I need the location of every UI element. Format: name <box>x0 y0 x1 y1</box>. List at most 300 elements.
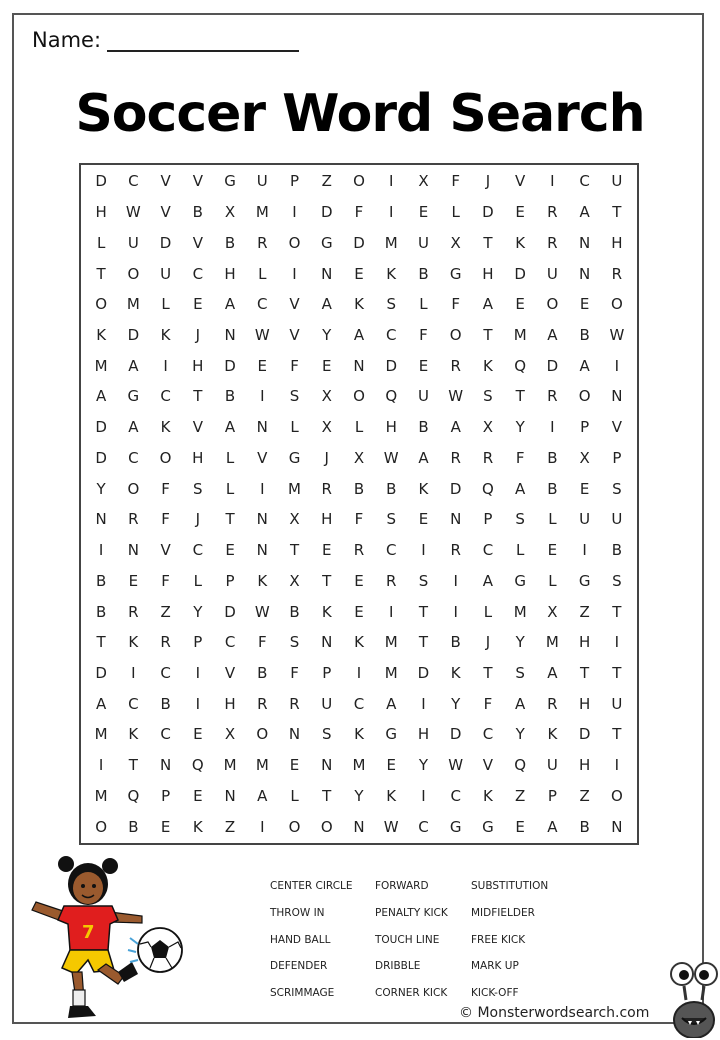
grid-letter[interactable]: T <box>193 387 203 406</box>
grid-letter[interactable]: R <box>450 541 461 560</box>
grid-letter[interactable]: E <box>354 571 364 590</box>
grid-letter[interactable]: U <box>256 172 268 191</box>
grid-letter[interactable]: L <box>290 786 299 805</box>
grid-letter[interactable]: R <box>450 356 461 375</box>
grid-letter[interactable]: P <box>612 448 622 467</box>
grid-letter[interactable]: T <box>322 571 332 590</box>
grid-letter[interactable]: O <box>95 817 108 836</box>
grid-letter[interactable]: N <box>127 541 139 560</box>
grid-letter[interactable]: N <box>224 786 236 805</box>
grid-letter[interactable]: W <box>254 602 270 621</box>
grid-letter[interactable]: U <box>579 510 591 529</box>
grid-letter[interactable]: V <box>257 448 268 467</box>
grid-letter[interactable]: G <box>449 817 462 836</box>
grid-letter[interactable]: R <box>257 694 268 713</box>
grid-letter[interactable]: M <box>352 756 366 775</box>
grid-letter[interactable]: B <box>579 817 590 836</box>
grid-letter[interactable]: I <box>195 663 201 682</box>
name-blank-line[interactable] <box>107 28 299 52</box>
grid-letter[interactable]: L <box>354 418 364 437</box>
grid-letter[interactable]: B <box>95 571 107 590</box>
grid-letter[interactable]: B <box>257 663 268 682</box>
grid-letter[interactable]: I <box>260 479 265 498</box>
grid-letter[interactable]: T <box>483 325 493 344</box>
grid-letter[interactable]: O <box>610 786 623 805</box>
grid-letter[interactable]: I <box>195 694 201 713</box>
grid-letter[interactable]: W <box>609 325 625 344</box>
grid-letter[interactable]: O <box>353 172 365 191</box>
grid-letter[interactable]: X <box>450 233 461 252</box>
grid-letter[interactable]: G <box>449 264 462 283</box>
grid-letter[interactable]: S <box>321 725 332 744</box>
grid-letter[interactable]: D <box>417 663 430 682</box>
grid-letter[interactable]: U <box>611 694 623 713</box>
grid-letter[interactable]: E <box>354 264 364 283</box>
grid-letter[interactable]: M <box>288 479 301 498</box>
grid-letter[interactable]: D <box>95 448 107 467</box>
grid-letter[interactable]: U <box>417 233 429 252</box>
grid-letter[interactable]: J <box>485 172 491 191</box>
grid-letter[interactable]: I <box>292 264 297 283</box>
grid-letter[interactable]: K <box>483 786 493 805</box>
grid-letter[interactable]: K <box>515 233 526 252</box>
grid-letter[interactable]: M <box>513 602 527 621</box>
grid-letter[interactable]: I <box>389 602 394 621</box>
grid-letter[interactable]: A <box>386 694 397 713</box>
grid-letter[interactable]: R <box>547 387 558 406</box>
grid-letter[interactable]: L <box>548 510 557 529</box>
grid-letter[interactable]: C <box>353 694 365 713</box>
grid-letter[interactable]: Z <box>579 602 590 621</box>
grid-letter[interactable]: R <box>547 233 558 252</box>
grid-letter[interactable]: I <box>550 172 555 191</box>
grid-letter[interactable]: Y <box>354 786 364 805</box>
grid-letter[interactable]: T <box>612 602 622 621</box>
grid-letter[interactable]: G <box>288 448 301 467</box>
grid-letter[interactable]: U <box>611 172 623 191</box>
grid-letter[interactable]: R <box>128 510 139 529</box>
grid-letter[interactable]: E <box>354 602 364 621</box>
grid-letter[interactable]: K <box>257 571 268 590</box>
grid-letter[interactable]: B <box>224 233 236 252</box>
grid-letter[interactable]: B <box>160 694 171 713</box>
grid-letter[interactable]: B <box>289 602 300 621</box>
grid-letter[interactable]: E <box>386 756 396 775</box>
grid-letter[interactable]: V <box>192 233 203 252</box>
grid-letter[interactable]: G <box>578 571 591 590</box>
grid-letter[interactable]: O <box>127 264 140 283</box>
grid-letter[interactable]: W <box>448 387 464 406</box>
grid-letter[interactable]: A <box>224 295 236 314</box>
grid-letter[interactable]: K <box>128 725 139 744</box>
grid-letter[interactable]: Z <box>515 786 526 805</box>
grid-letter[interactable]: D <box>127 325 140 344</box>
grid-letter[interactable]: L <box>515 541 525 560</box>
grid-letter[interactable]: N <box>450 510 462 529</box>
grid-letter[interactable]: R <box>321 479 332 498</box>
grid-letter[interactable]: S <box>483 387 493 406</box>
grid-letter[interactable]: G <box>127 387 140 406</box>
grid-letter[interactable]: L <box>419 295 428 314</box>
grid-letter[interactable]: E <box>257 356 268 375</box>
grid-letter[interactable]: Y <box>322 325 332 344</box>
grid-letter[interactable]: E <box>322 541 332 560</box>
grid-letter[interactable]: E <box>225 541 235 560</box>
grid-letter[interactable]: F <box>483 694 493 713</box>
grid-letter[interactable]: M <box>255 756 269 775</box>
grid-letter[interactable]: C <box>128 172 139 191</box>
grid-letter[interactable]: B <box>128 817 139 836</box>
grid-letter[interactable]: H <box>224 264 236 283</box>
grid-letter[interactable]: B <box>450 633 461 652</box>
grid-letter[interactable]: Z <box>160 602 171 621</box>
grid-letter[interactable]: D <box>95 172 107 191</box>
grid-letter[interactable]: D <box>385 356 397 375</box>
grid-letter[interactable]: N <box>256 510 268 529</box>
grid-letter[interactable]: A <box>482 571 494 590</box>
grid-letter[interactable]: L <box>193 571 202 590</box>
grid-letter[interactable]: I <box>453 571 458 590</box>
grid-letter[interactable]: R <box>386 571 397 590</box>
grid-letter[interactable]: F <box>161 571 170 590</box>
grid-letter[interactable]: T <box>418 633 429 652</box>
grid-letter[interactable]: I <box>260 817 265 836</box>
grid-letter[interactable]: E <box>418 203 429 222</box>
grid-letter[interactable]: E <box>579 479 590 498</box>
grid-letter[interactable]: M <box>384 233 398 252</box>
grid-letter[interactable]: V <box>611 418 622 437</box>
grid-letter[interactable]: E <box>579 295 590 314</box>
grid-letter[interactable]: I <box>356 663 362 682</box>
grid-letter[interactable]: P <box>225 571 235 590</box>
grid-letter[interactable]: B <box>418 264 429 283</box>
grid-letter[interactable]: E <box>193 295 203 314</box>
grid-letter[interactable]: M <box>94 786 108 805</box>
grid-letter[interactable]: R <box>482 448 494 467</box>
grid-letter[interactable]: R <box>353 541 365 560</box>
grid-letter[interactable]: G <box>385 725 398 744</box>
grid-letter[interactable]: P <box>580 418 590 437</box>
grid-letter[interactable]: T <box>128 756 138 775</box>
grid-letter[interactable]: D <box>224 356 236 375</box>
grid-letter[interactable]: D <box>224 602 236 621</box>
grid-letter[interactable]: B <box>353 479 365 498</box>
grid-letter[interactable]: K <box>386 786 397 805</box>
grid-letter[interactable]: W <box>254 325 270 344</box>
grid-letter[interactable]: I <box>98 756 104 775</box>
grid-letter[interactable]: C <box>385 325 397 344</box>
grid-letter[interactable]: H <box>321 510 333 529</box>
grid-letter[interactable]: M <box>126 295 140 314</box>
grid-letter[interactable]: F <box>161 510 170 529</box>
grid-letter[interactable]: O <box>256 725 269 744</box>
grid-letter[interactable]: P <box>483 510 493 529</box>
grid-letter[interactable]: C <box>385 541 397 560</box>
grid-letter[interactable]: C <box>418 817 429 836</box>
grid-letter[interactable]: O <box>127 479 140 498</box>
grid-letter[interactable]: V <box>160 203 171 222</box>
grid-letter[interactable]: Y <box>418 756 429 775</box>
grid-letter[interactable]: O <box>578 387 591 406</box>
grid-letter[interactable]: B <box>386 479 397 498</box>
grid-letter[interactable]: O <box>159 448 172 467</box>
grid-letter[interactable]: W <box>383 817 399 836</box>
grid-letter[interactable]: H <box>578 694 591 713</box>
grid-letter[interactable]: E <box>515 295 525 314</box>
grid-letter[interactable]: N <box>579 264 591 283</box>
grid-letter[interactable]: D <box>95 418 107 437</box>
grid-letter[interactable]: C <box>450 786 461 805</box>
grid-letter[interactable]: K <box>354 633 364 652</box>
grid-letter[interactable]: N <box>288 725 301 744</box>
grid-letter[interactable]: J <box>324 448 329 467</box>
grid-letter[interactable]: I <box>131 663 136 682</box>
grid-letter[interactable]: D <box>353 233 365 252</box>
grid-letter[interactable]: N <box>353 356 365 375</box>
grid-letter[interactable]: C <box>482 725 494 744</box>
grid-letter[interactable]: H <box>482 264 494 283</box>
grid-letter[interactable]: F <box>290 356 299 375</box>
grid-letter[interactable]: K <box>450 663 461 682</box>
grid-letter[interactable]: P <box>193 633 203 652</box>
grid-letter[interactable]: B <box>547 479 558 498</box>
grid-letter[interactable]: O <box>353 387 365 406</box>
grid-letter[interactable]: X <box>224 203 236 222</box>
grid-letter[interactable]: A <box>353 325 365 344</box>
grid-letter[interactable]: E <box>128 571 139 590</box>
grid-letter[interactable]: D <box>320 203 333 222</box>
grid-letter[interactable]: I <box>389 172 394 191</box>
grid-letter[interactable]: S <box>289 633 300 652</box>
grid-letter[interactable]: X <box>321 387 332 406</box>
grid-letter[interactable]: Q <box>514 356 527 375</box>
grid-letter[interactable]: H <box>385 418 397 437</box>
grid-letter[interactable]: K <box>128 633 139 652</box>
grid-letter[interactable]: U <box>611 510 623 529</box>
grid-letter[interactable]: I <box>163 356 168 375</box>
grid-letter[interactable]: M <box>223 756 237 775</box>
grid-letter[interactable]: P <box>290 172 300 191</box>
grid-letter[interactable]: O <box>610 295 623 314</box>
grid-letter[interactable]: B <box>579 325 590 344</box>
grid-letter[interactable]: A <box>257 786 268 805</box>
grid-letter[interactable]: X <box>418 172 429 191</box>
grid-letter[interactable]: O <box>288 233 301 252</box>
grid-letter[interactable]: H <box>611 233 623 252</box>
grid-letter[interactable]: V <box>192 418 203 437</box>
grid-letter[interactable]: V <box>289 295 300 314</box>
grid-letter[interactable]: H <box>417 725 430 744</box>
grid-letter[interactable]: G <box>514 571 526 590</box>
grid-letter[interactable]: L <box>258 264 267 283</box>
grid-letter[interactable]: E <box>193 725 203 744</box>
grid-letter[interactable]: Z <box>321 172 332 191</box>
grid-letter[interactable]: A <box>547 663 558 682</box>
grid-letter[interactable]: I <box>550 418 555 437</box>
grid-letter[interactable]: B <box>95 602 107 621</box>
grid-letter[interactable]: K <box>160 325 171 344</box>
grid-letter[interactable]: M <box>94 356 108 375</box>
grid-letter[interactable]: F <box>161 479 170 498</box>
grid-letter[interactable]: A <box>515 694 526 713</box>
grid-letter[interactable]: M <box>94 725 108 744</box>
grid-letter[interactable]: A <box>450 418 461 437</box>
grid-letter[interactable]: J <box>195 510 201 529</box>
grid-letter[interactable]: N <box>321 633 333 652</box>
grid-letter[interactable]: T <box>418 602 429 621</box>
grid-letter[interactable]: C <box>160 725 171 744</box>
grid-letter[interactable]: I <box>614 356 620 375</box>
grid-letter[interactable]: B <box>192 203 203 222</box>
grid-letter[interactable]: D <box>449 479 462 498</box>
grid-letter[interactable]: H <box>192 356 204 375</box>
grid-letter[interactable]: K <box>192 817 203 836</box>
grid-letter[interactable]: A <box>128 418 139 437</box>
grid-letter[interactable]: T <box>580 663 590 682</box>
grid-letter[interactable]: S <box>386 510 396 529</box>
grid-letter[interactable]: V <box>224 663 236 682</box>
grid-letter[interactable]: D <box>482 203 494 222</box>
grid-letter[interactable]: M <box>255 203 269 222</box>
grid-letter[interactable]: R <box>450 448 461 467</box>
grid-letter[interactable]: R <box>611 264 623 283</box>
grid-letter[interactable]: K <box>483 356 493 375</box>
grid-letter[interactable]: Y <box>515 418 525 437</box>
grid-letter[interactable]: V <box>160 541 171 560</box>
grid-letter[interactable]: N <box>159 756 172 775</box>
grid-letter[interactable]: F <box>451 295 461 314</box>
grid-letter[interactable]: N <box>95 510 107 529</box>
grid-letter[interactable]: P <box>547 786 557 805</box>
grid-letter[interactable]: A <box>128 356 139 375</box>
grid-letter[interactable]: D <box>449 725 462 744</box>
grid-letter[interactable]: O <box>320 817 333 836</box>
grid-letter[interactable]: L <box>290 418 299 437</box>
grid-letter[interactable]: A <box>418 448 429 467</box>
grid-letter[interactable]: Q <box>127 786 140 805</box>
grid-letter[interactable]: Y <box>515 725 525 744</box>
grid-letter[interactable]: C <box>192 264 204 283</box>
grid-letter[interactable]: Q <box>191 756 204 775</box>
grid-letter[interactable]: M <box>384 663 398 682</box>
grid-letter[interactable]: R <box>547 203 558 222</box>
grid-letter[interactable]: F <box>354 203 364 222</box>
grid-letter[interactable]: E <box>547 541 558 560</box>
grid-letter[interactable]: X <box>353 448 365 467</box>
grid-letter[interactable]: S <box>612 479 622 498</box>
grid-letter[interactable]: Q <box>385 387 398 406</box>
grid-letter[interactable]: Y <box>515 633 525 652</box>
grid-letter[interactable]: C <box>224 633 236 652</box>
grid-letter[interactable]: A <box>482 295 494 314</box>
grid-letter[interactable]: M <box>513 325 527 344</box>
grid-letter[interactable]: K <box>547 725 558 744</box>
grid-letter[interactable]: A <box>579 356 590 375</box>
grid-letter[interactable]: K <box>386 264 397 283</box>
grid-letter[interactable]: X <box>224 725 236 744</box>
grid-letter[interactable]: L <box>96 233 106 252</box>
grid-letter[interactable]: F <box>451 172 461 191</box>
grid-letter[interactable]: F <box>419 325 428 344</box>
grid-letter[interactable]: L <box>161 295 170 314</box>
grid-letter[interactable]: C <box>257 295 268 314</box>
grid-letter[interactable]: K <box>418 479 429 498</box>
grid-letter[interactable]: V <box>515 172 526 191</box>
grid-letter[interactable]: A <box>547 325 558 344</box>
grid-letter[interactable]: N <box>353 817 365 836</box>
grid-letter[interactable]: X <box>289 571 300 590</box>
grid-letter[interactable]: R <box>289 694 300 713</box>
grid-letter[interactable]: I <box>614 633 620 652</box>
grid-letter[interactable]: E <box>515 817 525 836</box>
grid-letter[interactable]: S <box>612 571 622 590</box>
grid-letter[interactable]: T <box>289 541 300 560</box>
grid-letter[interactable]: U <box>127 233 139 252</box>
grid-letter[interactable]: M <box>545 633 559 652</box>
grid-letter[interactable]: A <box>579 203 590 222</box>
grid-letter[interactable]: S <box>289 387 300 406</box>
grid-letter[interactable]: R <box>547 694 558 713</box>
grid-letter[interactable]: A <box>95 387 107 406</box>
grid-letter[interactable]: C <box>579 172 590 191</box>
grid-letter[interactable]: U <box>321 694 333 713</box>
grid-letter[interactable]: B <box>611 541 623 560</box>
grid-letter[interactable]: Y <box>193 602 203 621</box>
grid-letter[interactable]: T <box>96 264 106 283</box>
grid-letter[interactable]: K <box>321 602 332 621</box>
grid-letter[interactable]: C <box>128 448 139 467</box>
grid-letter[interactable]: V <box>160 172 171 191</box>
grid-letter[interactable]: H <box>95 203 107 222</box>
grid-letter[interactable]: F <box>515 448 525 467</box>
grid-letter[interactable]: E <box>193 786 203 805</box>
grid-letter[interactable]: A <box>224 418 236 437</box>
grid-letter[interactable]: U <box>160 264 172 283</box>
grid-letter[interactable]: H <box>224 694 236 713</box>
grid-letter[interactable]: D <box>546 356 559 375</box>
grid-letter[interactable]: O <box>546 295 559 314</box>
grid-letter[interactable]: G <box>224 172 236 191</box>
grid-letter[interactable]: I <box>389 203 394 222</box>
grid-letter[interactable]: L <box>548 571 557 590</box>
grid-letter[interactable]: S <box>386 295 396 314</box>
grid-letter[interactable]: C <box>192 541 204 560</box>
grid-letter[interactable]: N <box>256 541 268 560</box>
grid-letter[interactable]: V <box>289 325 300 344</box>
grid-letter[interactable]: F <box>290 663 299 682</box>
grid-letter[interactable]: F <box>257 633 267 652</box>
grid-letter[interactable]: I <box>421 541 426 560</box>
grid-letter[interactable]: I <box>292 203 297 222</box>
grid-letter[interactable]: A <box>547 817 558 836</box>
grid-letter[interactable]: E <box>322 356 332 375</box>
grid-letter[interactable]: T <box>96 633 106 652</box>
grid-letter[interactable]: I <box>614 756 620 775</box>
grid-letter[interactable]: T <box>612 663 622 682</box>
grid-letter[interactable]: L <box>225 448 235 467</box>
grid-letter[interactable]: Q <box>514 756 527 775</box>
grid-letter[interactable]: K <box>354 725 364 744</box>
grid-letter[interactable]: X <box>482 418 494 437</box>
grid-letter[interactable]: O <box>288 817 301 836</box>
grid-letter[interactable]: I <box>98 541 104 560</box>
grid-letter[interactable]: N <box>611 387 623 406</box>
grid-letter[interactable]: E <box>418 510 429 529</box>
grid-letter[interactable]: V <box>192 172 203 191</box>
grid-letter[interactable]: I <box>260 387 265 406</box>
grid-letter[interactable]: P <box>161 786 171 805</box>
grid-letter[interactable]: A <box>95 694 107 713</box>
